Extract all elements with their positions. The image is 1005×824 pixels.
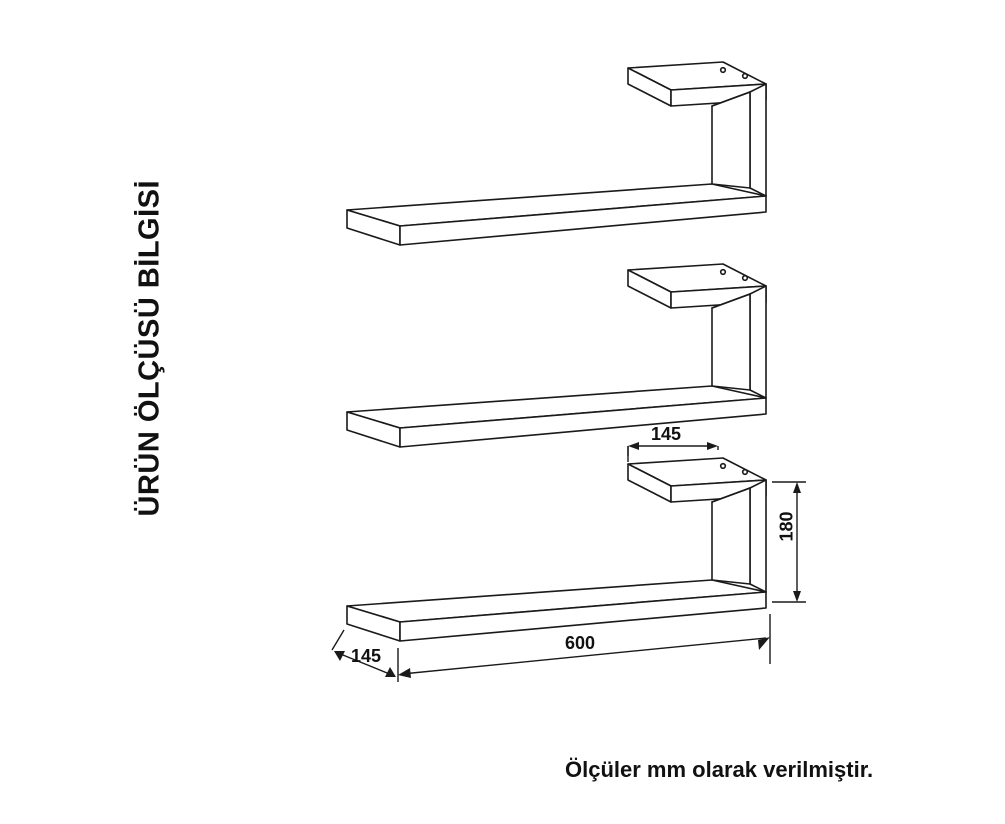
screw-hole-icon (721, 270, 726, 275)
screw-hole-icon (721, 464, 726, 469)
shelf-bottom-vertical-panel-outer (750, 480, 766, 592)
arrow-head (334, 651, 345, 661)
arrow-head (628, 442, 639, 450)
arrow-head (398, 668, 411, 678)
shelf-unit-bottom (347, 458, 766, 641)
units-footnote: Ölçüler mm olarak verilmiştir. (565, 757, 874, 782)
shelf-unit-top (347, 62, 766, 245)
shelf-unit-middle (347, 264, 766, 447)
dimension-label-width: 600 (565, 633, 596, 653)
screw-hole-icon (743, 74, 748, 79)
arrow-head (385, 667, 396, 677)
dimension-label-depth-top: 145 (651, 424, 682, 444)
ext-line-145-bottom-left (332, 630, 344, 650)
shelf-middle-vertical-panel-outer (750, 286, 766, 398)
page-title: ÜRÜN ÖLÇÜSÜ BİLGİSİ (133, 179, 166, 517)
dimension-label-height: 180 (776, 511, 797, 542)
screw-hole-icon (721, 68, 726, 73)
dimension-label-depth-bottom: 145 (351, 646, 382, 666)
arrow-head (793, 482, 801, 493)
shelf-bottom-vertical-panel-inner (712, 488, 750, 584)
arrow-head (793, 591, 801, 602)
screw-hole-icon (743, 276, 748, 281)
arrow-head (707, 442, 718, 450)
screw-hole-icon (743, 470, 748, 475)
shelf-top-vertical-panel-outer (750, 84, 766, 196)
shelf-top-vertical-panel-inner (712, 92, 750, 188)
shelf-middle-vertical-panel-inner (712, 294, 750, 390)
